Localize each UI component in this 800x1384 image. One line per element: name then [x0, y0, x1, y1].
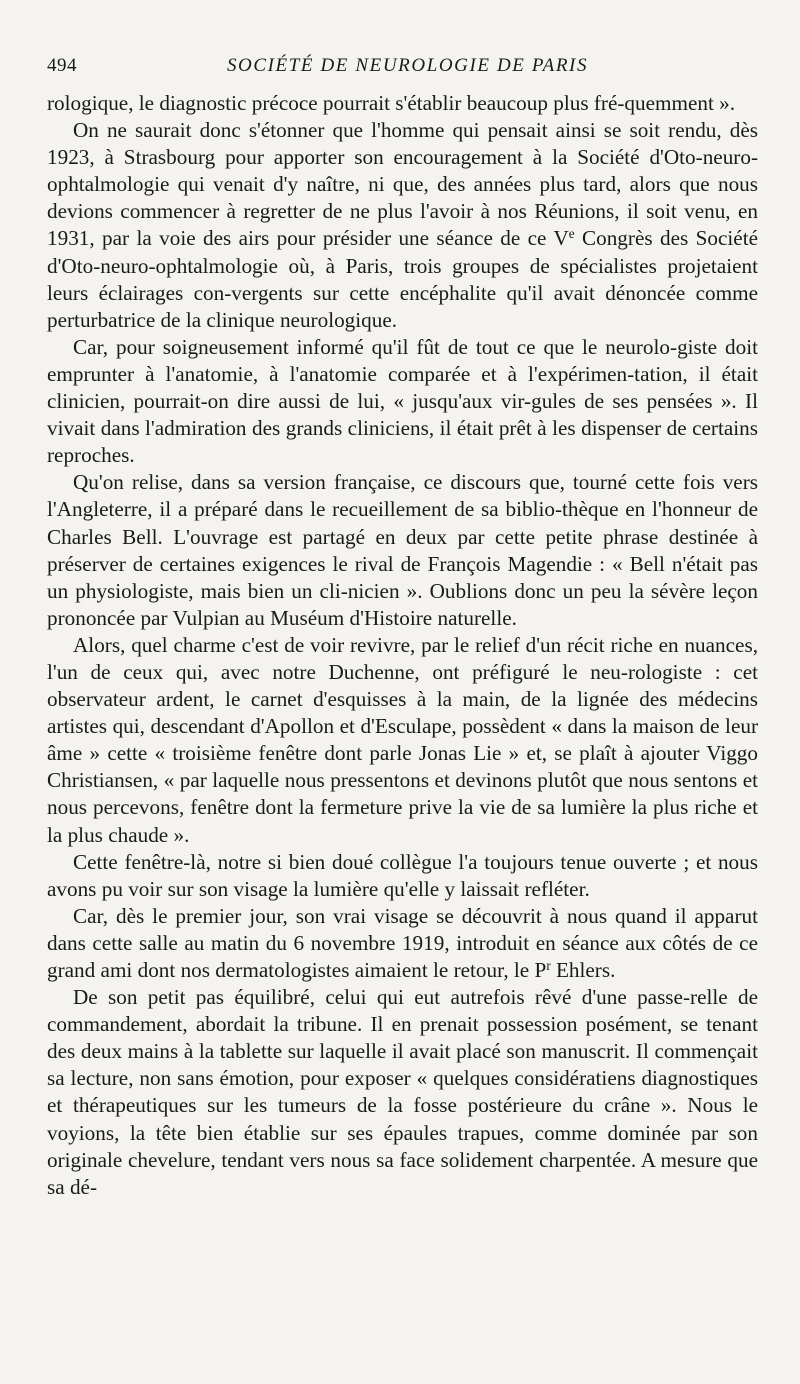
page-number: 494: [47, 55, 77, 76]
running-head: [47, 55, 758, 85]
article-body: [47, 90, 758, 1201]
ordinal-superscript: e: [568, 226, 575, 242]
journal-title: SOCIÉTÉ DE NEUROLOGIE DE PARIS: [226, 55, 589, 76]
paragraph-8: De son petit pas équilibré, celui qui eut autrefois rêvé d'une passe-relle de commandement, abordait la tribune. Il en prenait possession posément, se tenant des deux mains à la tablette sur laquelle il avait placé son manuscrit. Il commençait sa lecture, non sans émotion, pour exposer « quelques considératiens diagnostiques et thérapeutiques sur les tumeurs de la fosse postérieure du crâne ». Nous le voyions, la tête bien établie sur ses épaules trapues, comme dominée par son originale chevelure, tendant vers nous sa face solidement charpentée. A mesure que sa dé-: [47, 985, 758, 1199]
paragraph-5: Alors, quel charme c'est de voir revivre, par le relief d'un récit riche en nuances, l'un de ceux qui, avec notre Duchenne, ont préfiguré le neu-rologiste : cet observateur ardent, le carnet d'esquisses à la main, de la lignée des médecins artistes qui, descendant d'Apollon et d'Esculape, possèdent « dans la maison de leur âme » cette « troisième fenêtre dont parle Jonas Lie » et, se plaît à ajouter Viggo Christiansen, « par laquelle nous pressentons et devinons plutôt que nous sentons et nous percevons, fenêtre dont la fermeture prive la vie de sa lumière la plus riche et la plus chaude ».: [47, 632, 758, 847]
paragraph-2: [47, 117, 758, 334]
paragraph-2-text-end: Congrès des Société d'Oto-neuro-ophtalmologie où, à Paris, trois groupes de spécialistes projetaient leurs éclairages con-vergents sur cette encéphalite qu'il avait dénoncée comme perturbatrice de la clinique neurologique.: [47, 226, 758, 332]
paragraph-7-text: Car, dès le premier jour, son vrai visage se découvrit à nous quand il apparut dans cette salle au matin du 6 novembre 1919, introduit en séance aux côtés de ce grand ami dont nos dermatologistes aimaient le retour, le: [47, 903, 758, 982]
paragraph-4: Qu'on relise, dans sa version française, ce discours que, tourné cette fois vers l'Angleterre, il a préparé dans le recueillement de sa biblio-thèque en l'honneur de Charles Bell. L'ouvrage est partagé en deux par cette petite phrase destinée à préserver de certaines exigences le rival de François Magendie : « Bell n'était pas un physiologiste, mais bien un cli-nicien ». Oublions donc un peu la sévère leçon prononcée par Vulpian au Muséum d'Histoire naturelle.: [47, 470, 758, 630]
paragraph-7: [47, 903, 758, 984]
congress-number: V: [553, 226, 569, 251]
paragraph-6: Cette fenêtre-là, notre si bien doué collègue l'a toujours tenue ouverte ; et nous avons pu voir sur son visage la lumière qu'elle y laissait refléter.: [47, 849, 758, 901]
professor-abbrev: P: [534, 958, 547, 982]
paragraph-2-text: On ne saurait donc s'étonner que l'homme qui pensait ainsi se soit rendu, dès 1923, à Strasbourg pour apporter son encouragement à la Société d'Oto-neuro-ophtalmologie qui venait d'y naître, ni que, des années plus tard, alors que nous devions commencer à regretter de ne plus l'avoir à nos Réunions, il soit venu, en 1931, par la voie des airs pour présider une séance de ce: [47, 118, 758, 251]
paragraph-1: rologique, le diagnostic précoce pourrait s'établir beaucoup plus fré-quemment ».: [47, 91, 736, 115]
paragraph-7-text-end: Ehlers.: [550, 958, 616, 982]
professor-superscript: r: [546, 957, 551, 973]
paragraph-3: Car, pour soigneusement informé qu'il fût de tout ce que le neurolo-giste doit emprunter à l'anatomie, à l'anatomie comparée et à l'expérimen-tation, il était clinicien, pourrait-on dire aussi de lui, « jusqu'aux vir-gules de ses pensées ». Il vivait dans l'admiration des grands cliniciens, il était prêt à les dispenser de certains reproches.: [47, 334, 758, 468]
